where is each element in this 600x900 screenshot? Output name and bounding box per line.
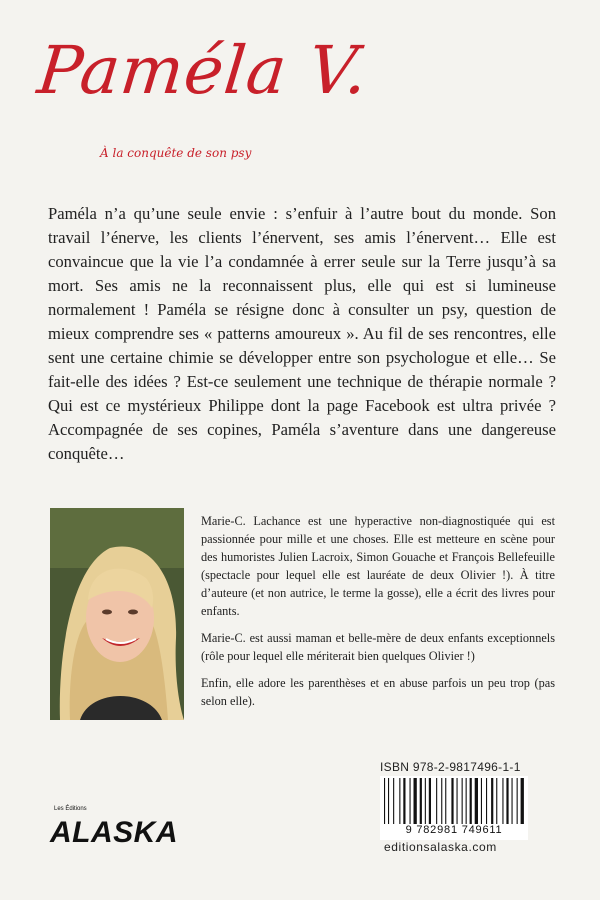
barcode-bar [384,778,385,824]
publisher-website: editionsalaska.com [384,840,497,854]
barcode-bar [481,778,482,824]
barcode-bar [410,778,411,824]
publisher-logo: ALASKA [50,816,178,849]
barcode-digits: 9 782981 749611 [380,824,528,836]
author-bio [201,512,555,719]
barcode-bar [475,778,478,824]
barcode-bar [414,778,417,824]
author-bio-paragraph: Marie-C. Lachance est une hyperactive non-diagnostiquée qui est passionnée pour mille et une choses. Elle est metteure en scène pour des humoristes Julien Lacroix, Simon Gouache et François Bellefeuille (spectacle pour lequel elle est lauréate de deux Olivier !). À titre d’auteure (et non autrice, le terme la gosse), elle a écrit des livres pour enfants. [201,514,555,618]
barcode-bar [399,778,400,824]
synopsis: Paméla n’a qu’une seule envie : s’enfuir à l’autre bout du monde. Son travail l’énerve, les clients l’énervent, ses amis l’énervent… Elle est convaincue que la vie l’a condamnée à errer seule sur la Terre jusqu’à sa mort. Ses amis ne la reconnaissent plus, elle qui est si lumineuse normalement ! Paméla se résigne donc à consulter un psy, question de mieux comprendre ses « patterns amoureux ». Au fil de ses rencontres, elle sent une certaine chimie se développer entre son psychologue et elle… Se fait-elle des idées ? Est-ce seulement une technique de thérapie normale ? Qui est ce mystérieux Philippe dont la page Facebook est ultra privée ? Accompagnée de ses copines, Paméla s’aventure dans une dangereuse conquête… [48,204,556,463]
barcode-bar [496,778,497,824]
barcode-bar [512,778,513,824]
book-title: Paméla V. [34,32,373,109]
book-subtitle: À la conquête de son psy [100,146,252,160]
barcode-bar [517,778,518,824]
barcode-bar [403,778,405,824]
barcode-bar [491,778,493,824]
barcode-bar [521,778,524,824]
barcode-bar [393,778,394,824]
barcode-bar [462,778,463,824]
barcode-bar [425,778,426,824]
barcode-bar [470,778,472,824]
barcode-bar [466,778,467,824]
barcode-bar [502,778,503,824]
author-bio-paragraph: Marie-C. est aussi maman et belle-mère de deux enfants exceptionnels (rôle pour lequel elle mériterait bien quelques Olivier !) [201,631,555,663]
barcode-bar [420,778,422,824]
author-bio-paragraph: Enfin, elle adore les parenthèses et en abuse parfois un peu trop (pas selon elle). [201,676,555,708]
barcode-bar [445,778,446,824]
barcode-bar [506,778,508,824]
publisher-label: Les Éditions [54,806,87,812]
barcode-bar [388,778,389,824]
barcode-bar [436,778,437,824]
barcode-bar [486,778,487,824]
author-photo [50,508,184,720]
isbn-label: ISBN 978-2-9817496-1-1 [380,760,521,774]
author-portrait-image [50,508,184,720]
barcode-bar [451,778,453,824]
barcode-bar [457,778,458,824]
barcode-bar [429,778,431,824]
barcode-bar [441,778,442,824]
